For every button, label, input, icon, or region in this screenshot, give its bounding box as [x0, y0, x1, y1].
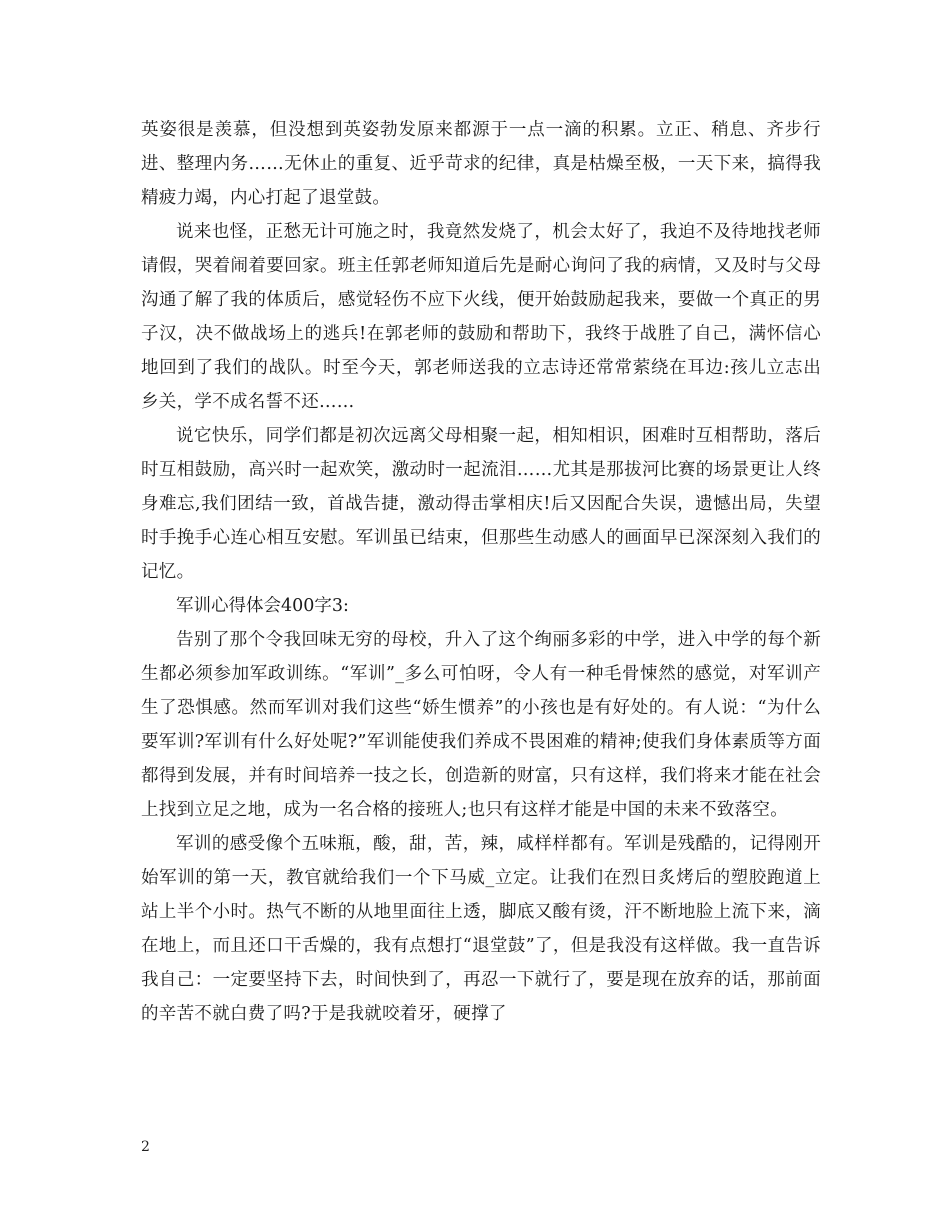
paragraph-3: 说它快乐，同学们都是初次远离父母相聚一起，相知相识，困难时互相帮助，落后时互相鼓励，高兴时一起欢笑，激动时一起流泪……尤其是那拔河比赛的场景更让人终身难忘,我们团结一致，首战告捷，激动得击掌相庆!后又因配合失误，遗憾出局，失望时手挽手心连心相互安慰。军训虽已结束，但那些生动感人的画面早已深深刻入我们的记忆。 — [141, 426, 821, 582]
section-heading: 军训心得体会400字3: — [176, 596, 349, 616]
document-body — [141, 113, 821, 1031]
paragraph-6: 军训的感受像个五味瓶，酸，甜，苦，辣，咸样样都有。军训是残酷的，记得刚开始军训的第一天，教官就给我们一个下马威_立定。让我们在烈日炙烤后的塑胶跑道上站上半个小时。热气不断的从地里面往上透，脚底又酸有烫，汗不断地脸上流下来，滴在地上，而且还口干舌燥的，我有点想打“退堂鼓”了，但是我没有这样做。我一直告诉我自己：一定要坚持下去，时间快到了，再忍一下就行了，要是现在放弃的话，那前面的辛苦不就白费了吗?于是我就咬着牙，硬撑了 — [141, 834, 821, 1024]
paragraph-2: 说来也怪，正愁无计可施之时，我竟然发烧了，机会太好了，我迫不及待地找老师请假，哭着闹着要回家。班主任郭老师知道后先是耐心询问了我的病情，又及时与父母沟通了解了我的体质后，感觉轻伤不应下火线，便开始鼓励起我来，要做一个真正的男子汉，决不做战场上的逃兵!在郭老师的鼓励和帮助下，我终于战胜了自己，满怀信心地回到了我们的战队。时至今天，郭老师送我的立志诗还常常萦绕在耳边:孩儿立志出乡关，学不成名誓不还…… — [141, 222, 821, 412]
paragraph-5: 告别了那个令我回味无穷的母校，升入了这个绚丽多彩的中学，进入中学的每个新生都必须参加军政训练。“军训”_多么可怕呀，令人有一种毛骨悚然的感觉，对军训产生了恐惧感。然而军训对我们这些“娇生惯养”的小孩也是有好处的。有人说：“为什么要军训?军训有什么好处呢?”军训能使我们养成不畏困难的精神;使我们身体素质等方面都得到发展，并有时间培养一技之长，创造新的财富，只有这样，我们将来才能在社会上找到立足之地，成为一名合格的接班人;也只有这样才能是中国的未来不致落空。 — [141, 630, 821, 820]
paragraph-1: 英姿很是羡慕，但没想到英姿勃发原来都源于一点一滴的积累。立正、稍息、齐步行进、整理内务……无休止的重复、近乎苛求的纪律，真是枯燥至极，一天下来，搞得我精疲力竭，内心打起了退堂鼓。 — [141, 120, 821, 208]
page-number: 2 — [141, 1139, 150, 1155]
